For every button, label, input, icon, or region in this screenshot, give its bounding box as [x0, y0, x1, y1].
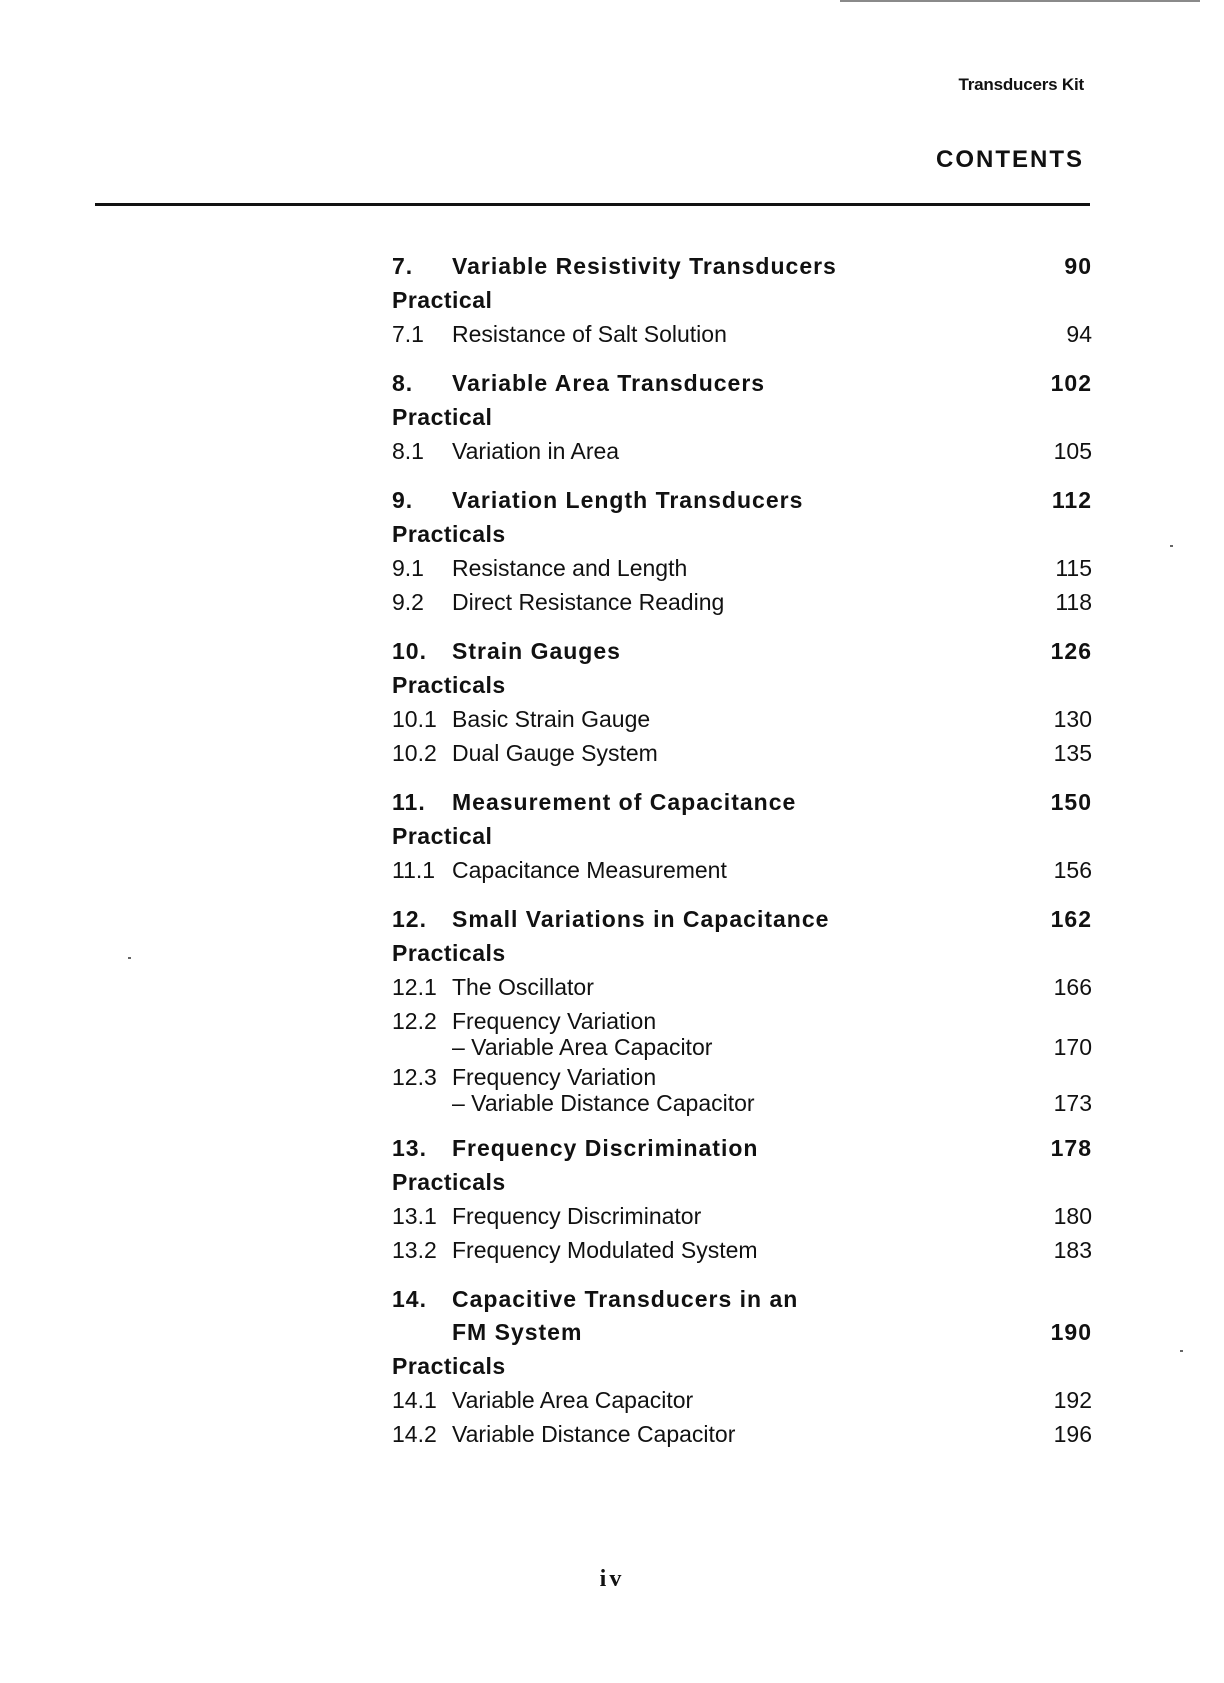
- practical-title: Resistance and Length: [452, 555, 688, 581]
- practical-entry-row: [392, 853, 1092, 887]
- chapter-heading-row: [392, 484, 1092, 517]
- chapter-number: 9.: [392, 487, 414, 513]
- toc-chapter: [392, 1283, 1092, 1451]
- practical-number: 14.1: [392, 1387, 437, 1413]
- practical-title: Variable Area Capacitor: [452, 1387, 694, 1413]
- chapter-number: 12.: [392, 906, 427, 932]
- practical-title: Variable Distance Capacitor: [452, 1421, 736, 1447]
- toc-chapter: [392, 635, 1092, 770]
- practical-entry-row: [392, 736, 1092, 770]
- running-head: Transducers Kit: [958, 75, 1084, 94]
- practical-title-group: [392, 1233, 758, 1267]
- chapter-title-text: Capacitive Transducers in an: [452, 1286, 799, 1312]
- practical-number: 8.1: [392, 438, 424, 464]
- practical-entry-row: [392, 1008, 1092, 1060]
- practical-entry-row: [392, 970, 1092, 1004]
- practicals-label: Practical: [392, 823, 493, 849]
- practical-number: 14.2: [392, 1421, 437, 1447]
- chapter-page-number: 126: [1050, 638, 1092, 664]
- practical-title-group: [392, 1417, 735, 1451]
- chapter-title: [452, 1132, 758, 1165]
- practical-page-number: 192: [1053, 1387, 1092, 1413]
- chapter-heading-row: [392, 903, 1092, 936]
- chapter-page-number: 162: [1050, 906, 1092, 932]
- chapter-page-number: 102: [1050, 370, 1092, 396]
- chapter-page-number: 190: [1050, 1319, 1092, 1345]
- practicals-label: Practical: [392, 404, 493, 430]
- practical-title: Basic Strain Gauge: [452, 706, 651, 732]
- chapter-number: 11.: [392, 789, 426, 815]
- practical-title-group: [392, 317, 727, 351]
- chapter-page-number: 178: [1050, 1135, 1092, 1161]
- practical-title: Frequency Discriminator: [452, 1203, 702, 1229]
- practical-title-group: [392, 970, 594, 1004]
- practical-number: 11.1: [392, 857, 436, 883]
- practical-title-group: [392, 551, 687, 585]
- chapter-page-number: 112: [1051, 487, 1092, 513]
- page-number: iv: [599, 1566, 625, 1592]
- practical-page-number: 156: [1053, 857, 1092, 883]
- scan-speck: [1170, 545, 1173, 547]
- practical-title-group: [392, 1064, 755, 1116]
- header-rule: [95, 203, 1090, 206]
- practical-page-number: 196: [1053, 1421, 1092, 1447]
- practical-page-number: 135: [1053, 740, 1092, 766]
- practical-title: Variation in Area: [452, 438, 620, 464]
- chapter-number: 7.: [392, 253, 414, 279]
- practical-title-group: [392, 1383, 693, 1417]
- practical-title: Frequency Variation: [452, 1064, 657, 1090]
- practical-entry-row: [392, 1383, 1092, 1417]
- practical-page-number: 94: [1066, 321, 1092, 347]
- practical-number: 10.2: [392, 740, 437, 766]
- practical-title: Dual Gauge System: [452, 740, 658, 766]
- chapter-heading-row: [392, 635, 1092, 668]
- practical-page-number: 105: [1053, 438, 1092, 464]
- practical-title-group: [392, 585, 724, 619]
- practical-number: 12.2: [392, 1008, 437, 1034]
- chapter-title-text: Strain Gauges: [452, 638, 621, 664]
- practical-title-group: [392, 434, 619, 468]
- chapter-title-text-line2: FM System: [452, 1319, 583, 1345]
- toc-chapter: [392, 1132, 1092, 1267]
- scan-speck: [128, 957, 131, 959]
- chapter-title: [452, 367, 765, 400]
- chapter-heading-row: [392, 1283, 1092, 1349]
- chapter-title: [452, 635, 621, 668]
- chapter-heading-row: [392, 1132, 1092, 1165]
- practical-entry-row: [392, 585, 1092, 619]
- practical-title-group: [392, 1008, 712, 1060]
- practical-page-number: 118: [1055, 589, 1092, 615]
- practical-entry-row: [392, 317, 1092, 351]
- toc-chapter: [392, 250, 1092, 351]
- practical-page-number: 115: [1055, 555, 1092, 581]
- chapter-number: 13.: [392, 1135, 427, 1161]
- chapter-heading-row: [392, 367, 1092, 400]
- practical-title-group: [392, 853, 727, 887]
- chapter-title-group: [392, 635, 621, 668]
- practical-subtitle: – Variable Distance Capacitor: [452, 1090, 755, 1116]
- toc-chapter: [392, 903, 1092, 1116]
- practical-page-number: 166: [1053, 974, 1092, 1000]
- toc-chapter: [392, 367, 1092, 468]
- practical-title: Capacitance Measurement: [452, 857, 727, 883]
- practical-title: The Oscillator: [452, 974, 594, 1000]
- practical-entry-row: [392, 1064, 1092, 1116]
- practical-title: Direct Resistance Reading: [452, 589, 725, 615]
- chapter-heading-row: [392, 250, 1092, 283]
- chapter-title-text: Variable Area Transducers: [452, 370, 766, 396]
- practical-page-number: 180: [1053, 1203, 1092, 1229]
- chapter-title-text: Measurement of Capacitance: [452, 789, 797, 815]
- practical-title: Frequency Modulated System: [452, 1237, 758, 1263]
- toc-chapter: [392, 786, 1092, 887]
- practical-entry-row: [392, 1417, 1092, 1451]
- top-edge-rule: [840, 0, 1200, 2]
- chapter-number: 14.: [392, 1286, 427, 1312]
- practical-page-number: 173: [1053, 1090, 1092, 1116]
- practical-number: 12.1: [392, 974, 437, 1000]
- chapter-title: [452, 1283, 798, 1349]
- practical-title-group: [392, 702, 650, 736]
- practical-number: 9.1: [392, 555, 424, 581]
- practical-number: 12.3: [392, 1064, 437, 1090]
- chapter-title: [452, 484, 803, 517]
- chapter-title: [452, 250, 837, 283]
- chapter-number: 10.: [392, 638, 427, 664]
- practical-page-number: 130: [1053, 706, 1092, 732]
- practical-page-number: 170: [1053, 1034, 1092, 1060]
- practicals-label: Practicals: [392, 1169, 506, 1195]
- chapter-title-group: [392, 484, 803, 517]
- practical-entry-row: [392, 551, 1092, 585]
- practicals-label: Practicals: [392, 521, 506, 547]
- chapter-title-text: Frequency Discrimination: [452, 1135, 759, 1161]
- practicals-label: Practical: [392, 287, 493, 313]
- chapter-number: 8.: [392, 370, 414, 396]
- chapter-title-group: [392, 367, 765, 400]
- chapter-title: [452, 903, 829, 936]
- practical-entry-row: [392, 1199, 1092, 1233]
- chapter-title: [452, 786, 796, 819]
- contents-title: CONTENTS: [936, 146, 1084, 173]
- chapter-title-text: Variation Length Transducers: [452, 487, 804, 513]
- practical-number: 7.1: [392, 321, 424, 347]
- scan-speck: [1180, 1350, 1183, 1352]
- chapter-title-group: [392, 903, 829, 936]
- chapter-heading-row: [392, 786, 1092, 819]
- practical-entry-row: [392, 702, 1092, 736]
- chapter-title-group: [392, 786, 796, 819]
- chapter-title-group: [392, 1132, 758, 1165]
- chapter-page-number: 90: [1064, 253, 1092, 279]
- toc-chapter: [392, 484, 1092, 619]
- practical-subtitle: – Variable Area Capacitor: [452, 1034, 713, 1060]
- chapter-title-text: Small Variations in Capacitance: [452, 906, 830, 932]
- practical-title-group: [392, 1199, 701, 1233]
- chapter-page-number: 150: [1050, 789, 1092, 815]
- practical-page-number: 183: [1053, 1237, 1092, 1263]
- table-of-contents: [392, 250, 1092, 1467]
- practical-number: 9.2: [392, 589, 424, 615]
- practical-entry-row: [392, 1233, 1092, 1267]
- practical-entry-row: [392, 434, 1092, 468]
- practical-number: 13.2: [392, 1237, 437, 1263]
- practical-number: 13.1: [392, 1203, 437, 1229]
- chapter-title-group: [392, 250, 837, 283]
- chapter-title-text: Variable Resistivity Transducers: [452, 253, 837, 279]
- practicals-label: Practicals: [392, 1353, 506, 1379]
- practical-number: 10.1: [392, 706, 437, 732]
- practical-title: Resistance of Salt Solution: [452, 321, 727, 347]
- chapter-title-group: [392, 1283, 798, 1349]
- practical-title-group: [392, 736, 658, 770]
- practicals-label: Practicals: [392, 940, 506, 966]
- practicals-label: Practicals: [392, 672, 506, 698]
- practical-title: Frequency Variation: [452, 1008, 657, 1034]
